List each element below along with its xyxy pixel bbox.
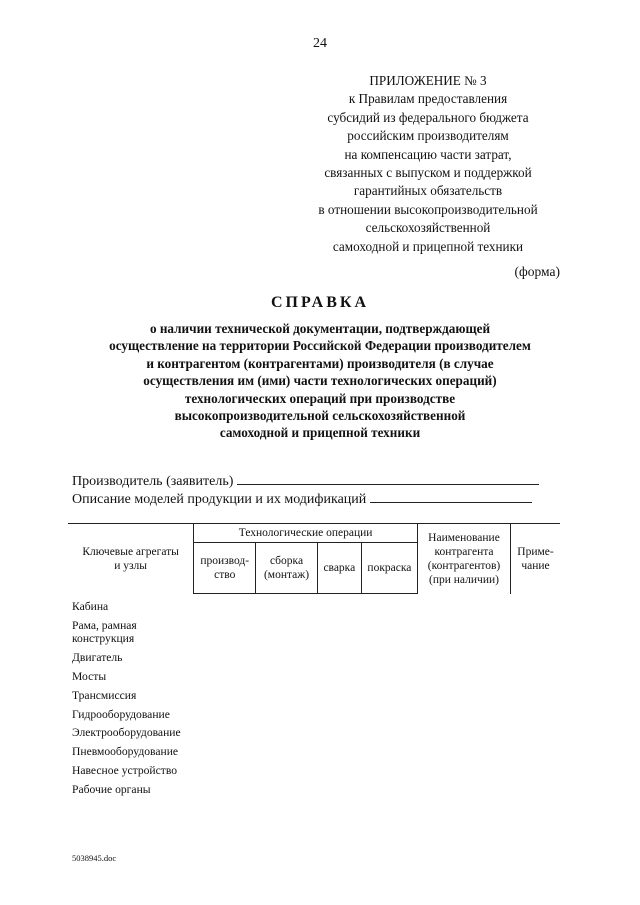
subtitle-line: осуществление на территории Российской Федерации производителем: [109, 338, 531, 354]
page-number: 24: [313, 36, 327, 51]
subtitle-line: самоходной и прицепной техники: [219, 425, 421, 441]
unit-row-working-parts: Рабочие органы: [72, 782, 151, 796]
unit-row-frame: Рама, рамная конструкция: [72, 618, 137, 646]
appendix-line: связанных с выпуском и поддержкой: [324, 165, 532, 181]
col-header-note: Приме- чание: [511, 524, 560, 594]
appendix-line: к Правилам предоставления: [348, 91, 508, 107]
subtitle-line: осуществления им (ими) части технологических операций): [143, 373, 497, 389]
unit-row-hydraulics: Гидрооборудование: [72, 707, 170, 721]
manufacturer-blank-line[interactable]: [237, 472, 539, 485]
manufacturer-field: [72, 472, 539, 490]
footer-filename: 5038945.doc: [72, 853, 117, 863]
unit-row-transmission: Трансмиссия: [72, 688, 137, 702]
col-header-assembly: сборка (монтаж): [256, 543, 318, 594]
col-header-contractor: Наименование контрагента (контрагентов) (при наличии): [417, 524, 510, 594]
col-header-welding: сварка: [317, 543, 361, 594]
document-title: СПРАВКА: [270, 294, 370, 311]
unit-row-pneumatics: Пневмооборудование: [72, 745, 179, 759]
appendix-header: [288, 72, 568, 256]
appendix-line: субсидий из федерального бюджета: [327, 109, 529, 125]
subtitle-line: технологических операций при производстве: [184, 390, 456, 406]
unit-rows: [72, 600, 181, 801]
unit-row-cabin: Кабина: [72, 600, 109, 613]
appendix-line: на компенсацию части затрат,: [344, 146, 512, 162]
col-header-production: производ- ство: [194, 543, 256, 594]
unit-row-hitch: Навесное устройство: [72, 763, 178, 777]
subtitle-line: высокопроизводительной сельскохозяйственной: [174, 408, 466, 424]
appendix-line: самоходной и прицепной техники: [332, 238, 524, 254]
unit-row-electrical: Электрооборудование: [72, 726, 181, 740]
document-subtitle: [90, 320, 550, 442]
models-blank-line[interactable]: [370, 490, 532, 503]
models-label: Описание моделей продукции и их модификаций: [72, 492, 367, 507]
col-header-tech-operations: Технологические операции: [194, 524, 418, 543]
appendix-line: российским производителям: [347, 128, 509, 144]
appendix-line: в отношении высокопроизводительной: [318, 201, 538, 217]
form-label: (форма): [514, 264, 560, 279]
appendix-line: гарантийных обязательств: [353, 183, 503, 199]
models-field: [72, 490, 532, 508]
operations-table: [68, 523, 560, 594]
unit-row-engine: Двигатель: [72, 651, 123, 665]
manufacturer-label: Производитель (заявитель): [72, 474, 234, 489]
appendix-line: ПРИЛОЖЕНИЕ № 3: [369, 73, 487, 88]
unit-row-axles: Мосты: [72, 669, 107, 683]
appendix-line: сельскохозяйственной: [365, 220, 491, 236]
subtitle-line: о наличии технической документации, подтверждающей: [149, 321, 491, 336]
subtitle-line: и контрагентом (контрагентами) производителя (в случае: [146, 355, 494, 371]
col-header-painting: покраска: [361, 543, 417, 594]
col-header-units: Ключевые агрегаты и узлы: [68, 524, 194, 594]
